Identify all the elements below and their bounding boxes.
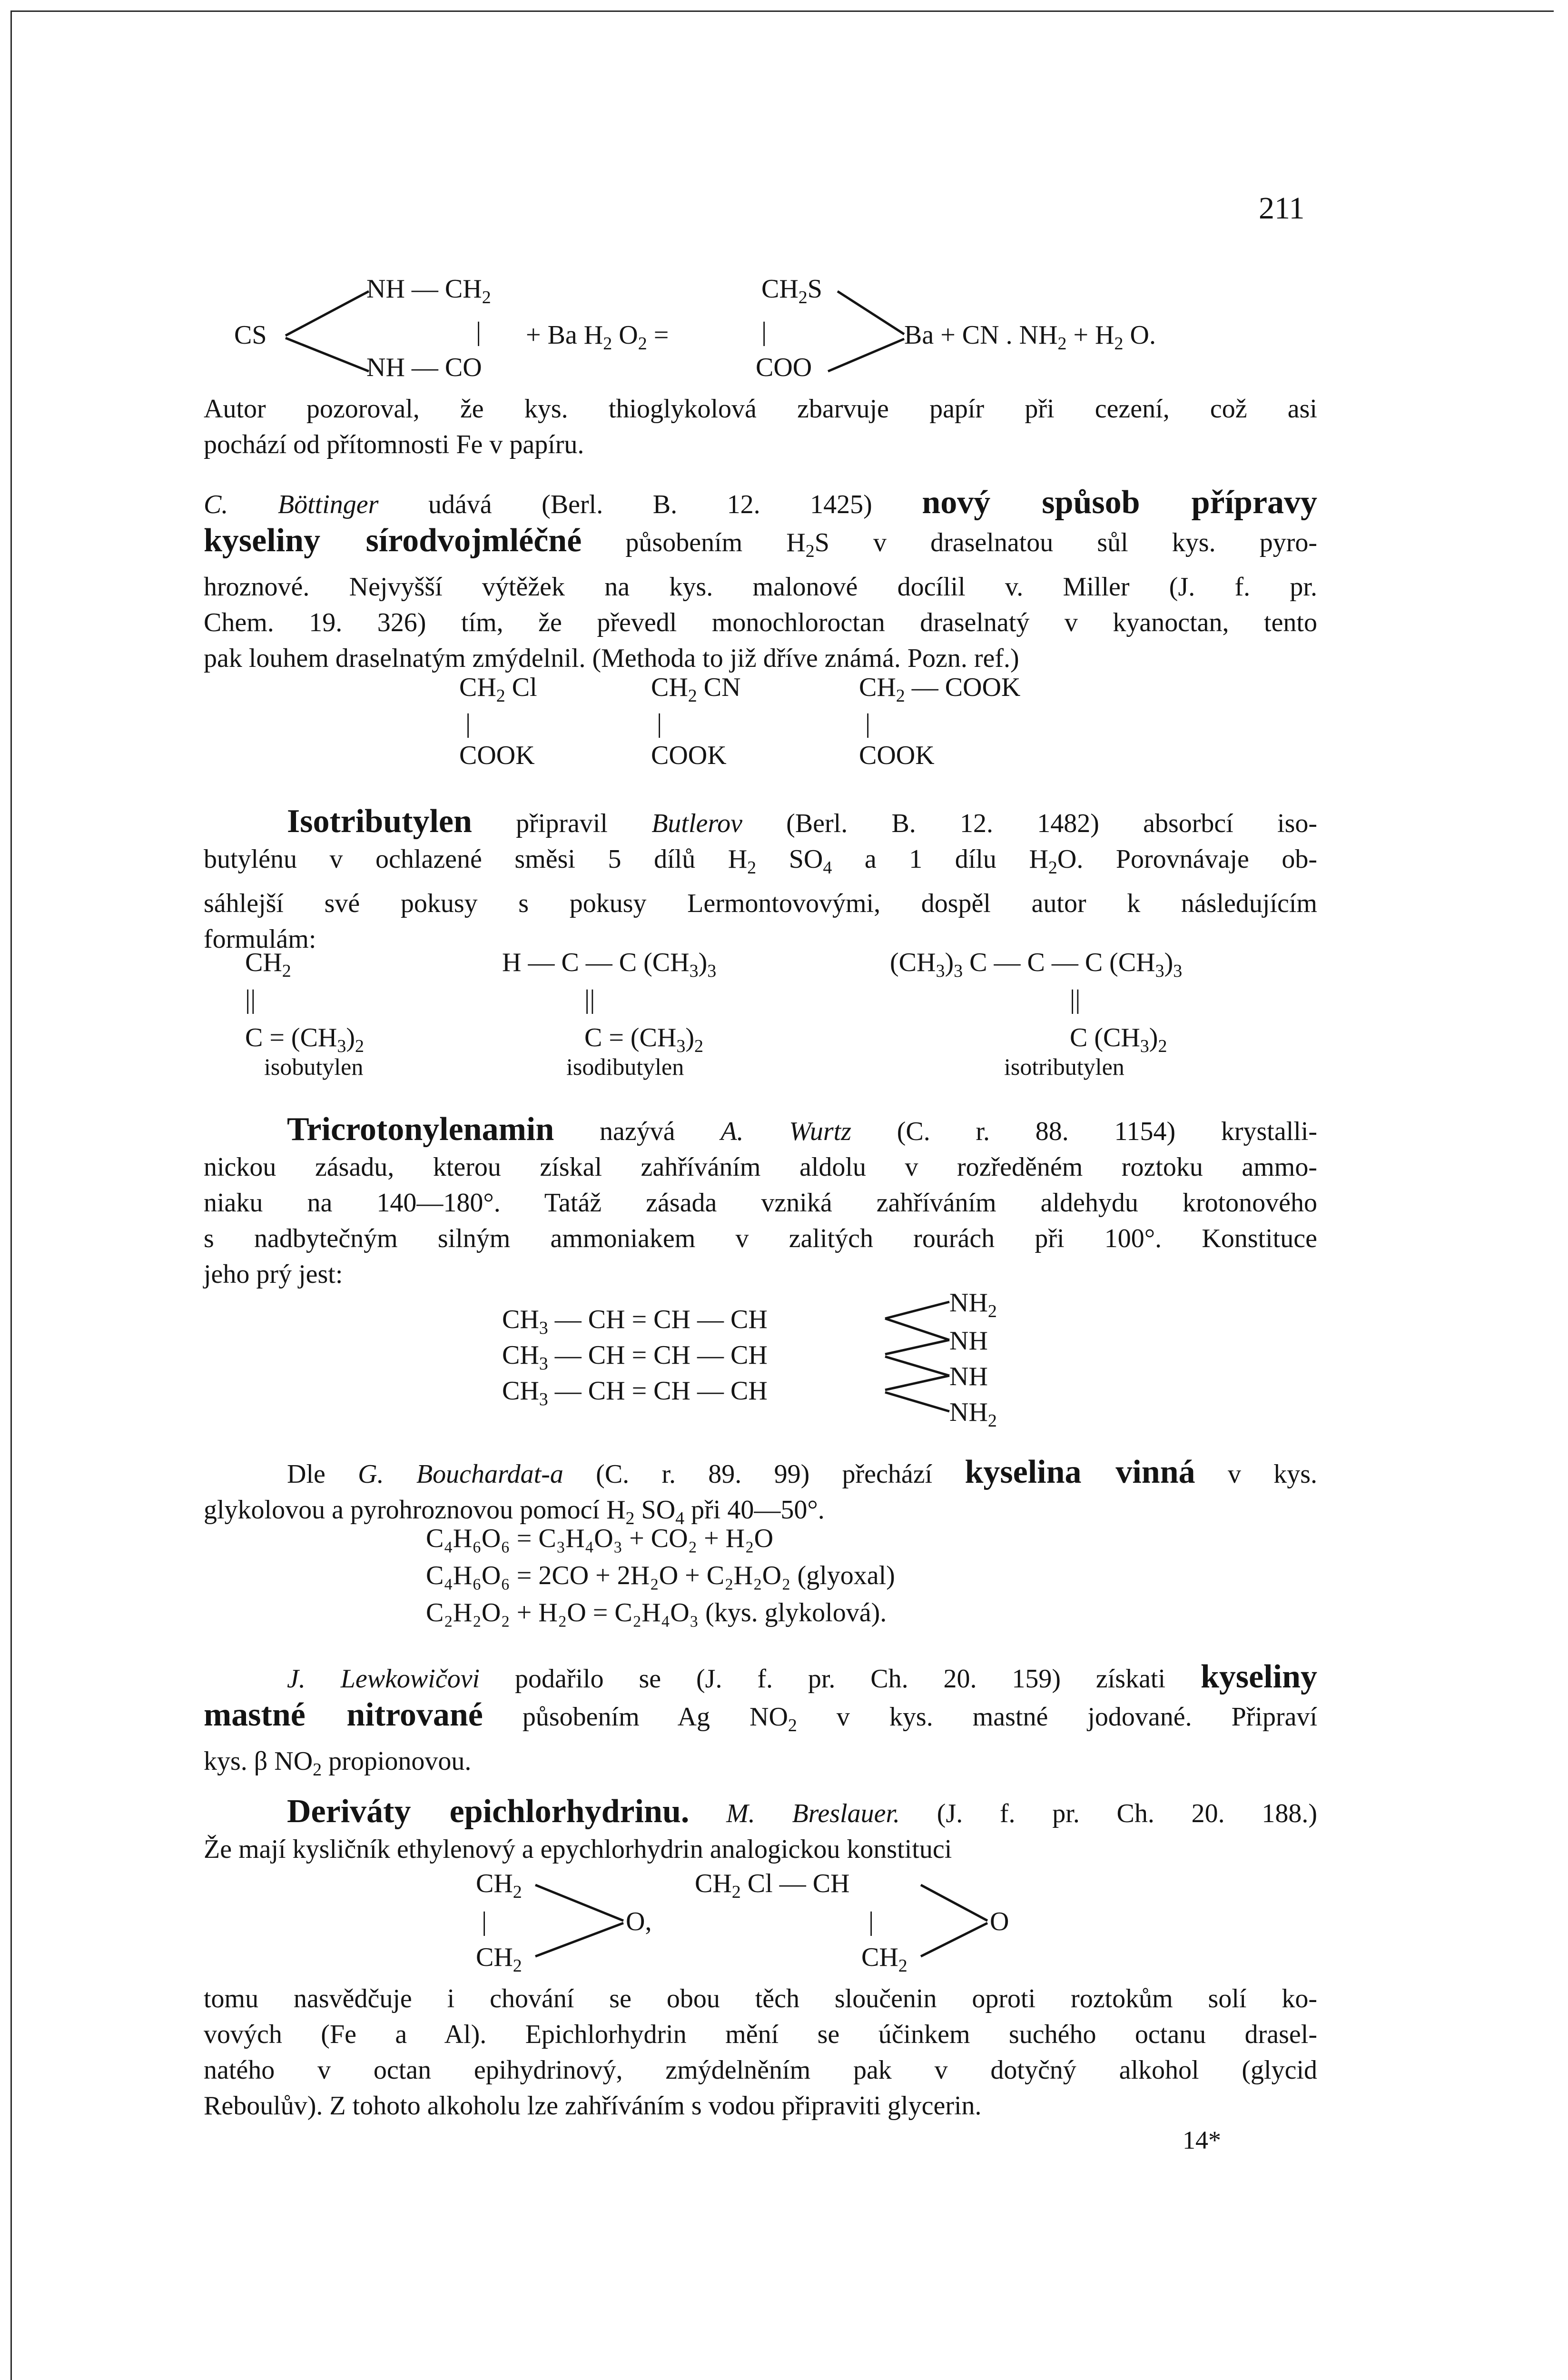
nh-co-label: NH — CO xyxy=(366,353,482,382)
paragraph-lewkowic: J. Lewkowičovi podařilo se (J. f. pr. Ch. 20. 159) získati kyseliny mastné nitrované působením Ag $NO_2$ v kys. mastné jodované. Připraví kys. β $NO_2$ propionovou. xyxy=(204,1658,1318,1780)
ba-h2-o2: + Ba $H_2$ $O_2$ = xyxy=(526,320,669,354)
paragraph-bouchardat: Dle G. Bouchardat-a (C. r. 89. 99) přechází kyselina vinná v kys. glykolovou a pyrohroznovou pomocí $H_2$ $SO_4$ při 40—50°. xyxy=(204,1454,1318,1529)
book-page: 211 CS NH — $CH_2$ NH — CO | + Ba $H_2$ $O_2$ = $CH_2S$ | COO Ba + CN . $NH_2 + H_2$ O. Autor pozoroval, že kys. thioglykolová zbarvuje papír při cezení, což asi pochází od přítomnosti Fe v papíru. C. Böttinger udává (Berl. B. 12. 1425) nový spůsob přípravy kyseliny sírodvojmléčné působením $H_2S$ v draselnatou sůl kys. pyro- hroznové. Nejvyšší výtěžek na kys. malonové docílil v. Miller (J. f. pr. Chem. 19. 326) tím, že převedl monochloroctan draselnatý v kyanoctan, tento pak louhem draselnatým zmýdelnil. (Methoda to již dříve známá. Pozn. ref.) $CH_2$ Cl $CH_2$ CN $CH_2$ — COOK | | | COOK COOK COOK Isotributylen připravil Butlerov (Berl. B. 12. 1482) absorbcí iso- butylénu v ochlazené směsi 5 dílů $H_2$ $SO_4$ a 1 dílu $H_2O$. Porovnávaje ob- sáhlejší své pokusy s pokusy Lermontovovými, dospěl autor k následujícím formulám: $CH_2$ || $C = (CH_3)_2$ isobutylen H — C — C $(CH_3)_3$ || $C = (CH_3)_2$ isodibutylen $(CH_3)_3$ C — C — C $(CH_3)_3$ || C $(CH_3)_2$ isotributylen Tricrotonylenamin nazývá A. Wurtz (C. r. 88. 1154) krystalli- nickou zásadu, kterou získal zahříváním aldolu v rozředěném roztoku ammo- niaku na 140—180°. Tatáž zásada vzniká zahříváním aldehydu krotonového s nadbytečným silným ammoniakem v zalitých rourách při 100°. Konstituce jeho prý jest: $CH_3$ — CH = CH — CH $CH_3$ — CH = CH — CH $CH_3$ — CH = CH — CH $NH_2$ NH NH $NH_2$ Dle G. Bouchardat-a (C. r. 89. 99) přechází kyselina vinná v kys. glykolovou a pyrohroznovou pomocí $H_2$ $SO_4$ při 40—50°. C₄H₆O₆ = C₃H₄O₃ + CO₂ + H₂O C₄H₆O₆ = 2CO + 2H₂O + C₂H₂O₂ (glyoxal) C₂H₂O₂ + H₂O = C₂H₄O₃ (kys. glykolová). J. Lewkowičovi podařilo se (J. f. pr. Ch. 20. 159) získati kyseliny mastné nitrované působením Ag $NO_2$ v kys. mastné jodované. Připraví kys. β $NO_2$ propionovou. Deriváty epichlorhydrinu. M. Breslauer. (J. f. pr. Ch. 20. 188.) Že mají kysličník ethylenový a epychlorhydrin analogickou konstituci $CH_2$ | $CH_2$ O, $CH_2$ Cl — CH | $CH_2$ O tomu nasvědčuje i chování se obou těch sloučenin oproti roztokům solí ko- vových (Fe a Al). Epichlorhydrin mění se účinkem suchého octanu drasel- natého v octan epihydrinový, zmýdelněním pak v dotyčný alkohol (glycid Reboulův). Z tohoto alkoholu lze zahříváním s vodou připraviti glycerin. 14* xyxy=(0,0,1568,2380)
bond-cs-nh-top xyxy=(286,291,369,336)
bond-coo-ba xyxy=(828,339,904,371)
bond-bar-2: | xyxy=(761,317,767,347)
coo-label: COO xyxy=(756,353,812,382)
bond-nh-ch-5 xyxy=(885,1376,949,1390)
signature-mark: 14* xyxy=(1183,2126,1221,2154)
cs-label: CS xyxy=(234,320,267,350)
bond-nh-ch-6 xyxy=(885,1392,949,1411)
ch2s-label: $CH_2S$ xyxy=(761,274,822,308)
bond-epox-1a xyxy=(535,1885,623,1921)
bond-ch2s-ba xyxy=(838,291,904,334)
bond-epox-2b xyxy=(921,1923,987,1956)
bond-epox-1b xyxy=(535,1923,623,1956)
bond-nh-ch-1 xyxy=(885,1302,949,1319)
bond-cs-nh-bot xyxy=(286,338,369,371)
paragraph-thioglycol: Autor pozoroval, že kys. thioglykolová zbarvuje papír při cezení, což asi pochází od přítomnosti Fe v papíru. xyxy=(204,394,1317,459)
bond-bar: | xyxy=(476,317,482,347)
paragraph-ethylene-oxide: tomu nasvědčuje i chování se obou těch sloučenin oproti roztokům solí ko- vových (Fe a Al). Epichlorhydrin mění se účinkem suchého octanu drasel- natého v octan epihydrinový, zmýdelněním pak v dotyčný alkohol (glycid Reboulův). Z tohoto alkoholu lze zahříváním s vodou připraviti glycerin. xyxy=(204,1984,1317,2121)
paragraph-bottinger: C. Böttinger udává (Berl. B. 12. 1425) nový spůsob přípravy kyseliny sírodvojmléčné působením $H_2S$ v draselnatou sůl kys. pyro- hroznové. Nejvyšší výtěžek na kys. malonové docílil v. Miller (J. f. pr. Chem. 19. 326) tím, že převedl monochloroctan draselnatý v kyanoctan, tento pak louhem draselnatým zmýdelnil. (Methoda to již dříve známá. Pozn. ref.) xyxy=(204,484,1318,674)
bond-epox-2a xyxy=(921,1885,987,1921)
paragraph-isotributylen: Isotributylen připravil Butlerov (Berl. B. 12. 1482) absorbcí iso- butylénu v ochlazené směsi 5 dílů $H_2$ $SO_4$ a 1 dílu $H_2O$. Porovnávaje ob- sáhlejší své pokusy s pokusy Lermontovovými, dospěl autor k následujícím formulám: xyxy=(204,803,1318,954)
paragraph-epichlorhydrin: Deriváty epichlorhydrinu. M. Breslauer. (J. f. pr. Ch. 20. 188.) Že mají kysličník ethylenový a epychlorhydrin analogickou konstituci xyxy=(204,1793,1317,1864)
nh-ch2-label: NH — $CH_2$ xyxy=(366,274,491,308)
paragraph-tricrotonylenamin: Tricrotonylenamin nazývá A. Wurtz (C. r. 88. 1154) krystalli- nickou zásadu, kterou získal zahříváním aldolu v rozředěném roztoku ammo- niaku na 140—180°. Tatáž zásada vzniká zahříváním aldehydu krotonového s nadbytečným silným ammoniakem v zalitých rourách při 100°. Konstituce jeho prý jest: xyxy=(204,1111,1318,1289)
page-number: 211 xyxy=(1259,191,1305,226)
bond-nh-ch-2 xyxy=(885,1319,949,1340)
ba-cn-nh2: Ba + CN . $NH_2 + H_2$ O. xyxy=(904,320,1156,354)
bond-nh-ch-3 xyxy=(885,1340,949,1354)
bond-nh-ch-4 xyxy=(885,1357,949,1376)
